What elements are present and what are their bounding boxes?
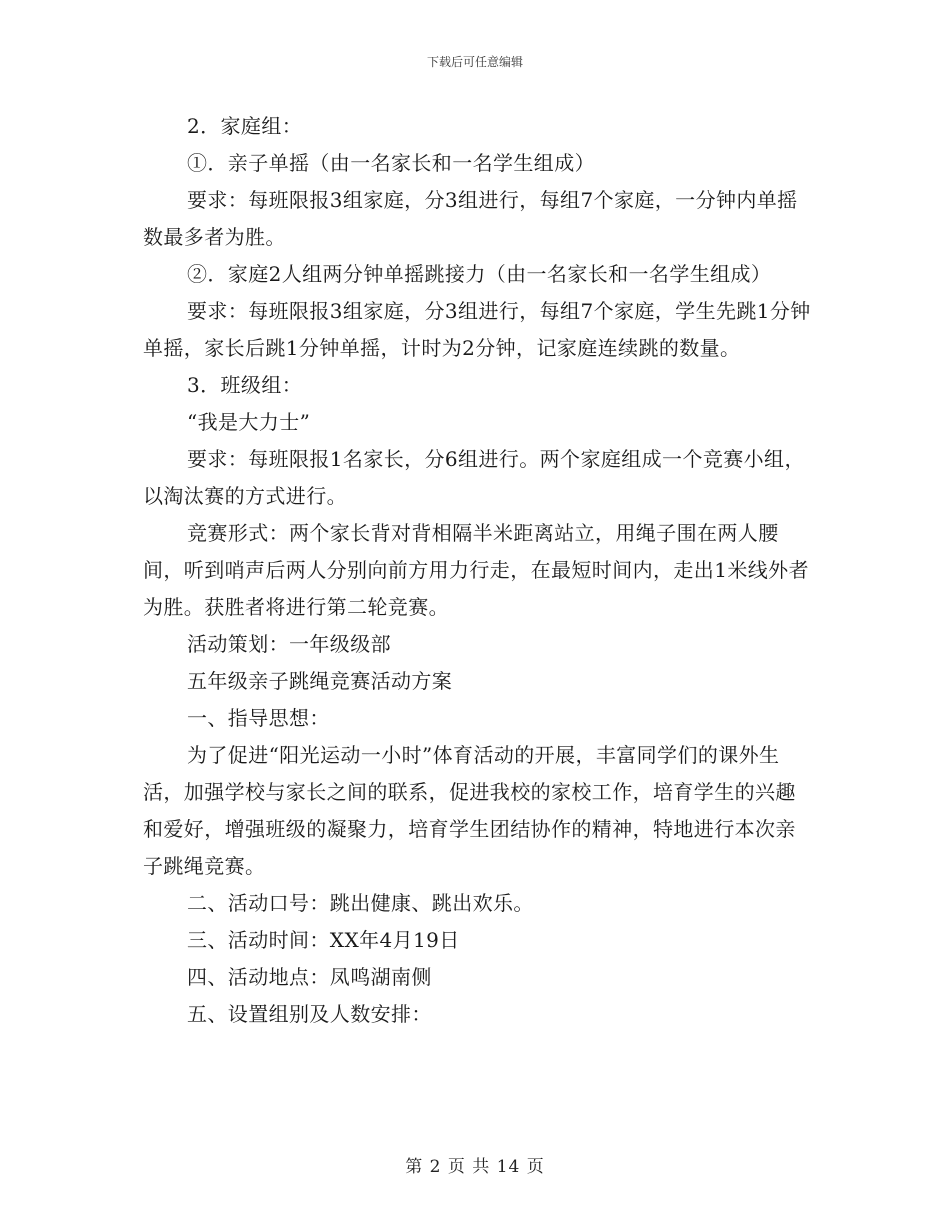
page-footer: 第 2 页 共 14 页: [405, 1157, 545, 1177]
paragraph: 要求：每班限报3组家庭，分3组进行，每组7个家庭，学生先跳1分钟单摇，家长后跳1分钟单摇，计时为2分钟，记家庭连续跳的数量。: [143, 299, 811, 360]
paragraph: 三、活动时间：XX年4月19日: [187, 928, 460, 952]
paragraph: ②．家庭2人组两分钟单摇跳接力（由一名家长和一名学生组成）: [187, 262, 772, 286]
paragraph: 竞赛形式：两个家长背对背相隔半米距离站立，用绳子围在两人腰间，听到哨声后两人分别向前方用力行走，在最短时间内，走出1米线外者为胜。获胜者将进行第二轮竞赛。: [143, 521, 809, 619]
paragraph: 一、指导思想：: [187, 706, 330, 730]
paragraph: 五、设置组别及人数安排：: [187, 1002, 432, 1026]
document-body: [143, 108, 815, 1033]
paragraph: 要求：每班限报1名家长，分6组进行。两个家庭组成一个竞赛小组，以淘汰赛的方式进行。: [143, 447, 805, 508]
paragraph: 四、活动地点：凤鸣湖南侧: [187, 965, 432, 989]
paragraph: 要求：每班限报3组家庭，分3组进行，每组7个家庭，一分钟内单摇数最多者为胜。: [143, 188, 798, 249]
page-header: 下载后可任意编辑: [426, 55, 523, 69]
paragraph: “我是大力士”: [187, 410, 311, 434]
paragraph: 二、活动口号：跳出健康、跳出欢乐。: [187, 891, 534, 915]
paragraph: 活动策划：一年级级部: [187, 632, 391, 656]
paragraph: 2．家庭组：: [187, 114, 303, 138]
paragraph: 为了促进“阳光运动一小时”体育活动的开展，丰富同学们的课外生活，加强学校与家长之间的联系，促进我校的家校工作，培育学生的兴趣和爱好，增强班级的凝聚力，培育学生团结协作的精神，特地进行本次亲子跳绳竞赛。: [143, 743, 796, 878]
paragraph: 五年级亲子跳绳竞赛活动方案: [187, 669, 453, 693]
paragraph: 3．班级组：: [187, 373, 303, 397]
paragraph: ①．亲子单摇（由一名家长和一名学生组成）: [187, 151, 595, 175]
